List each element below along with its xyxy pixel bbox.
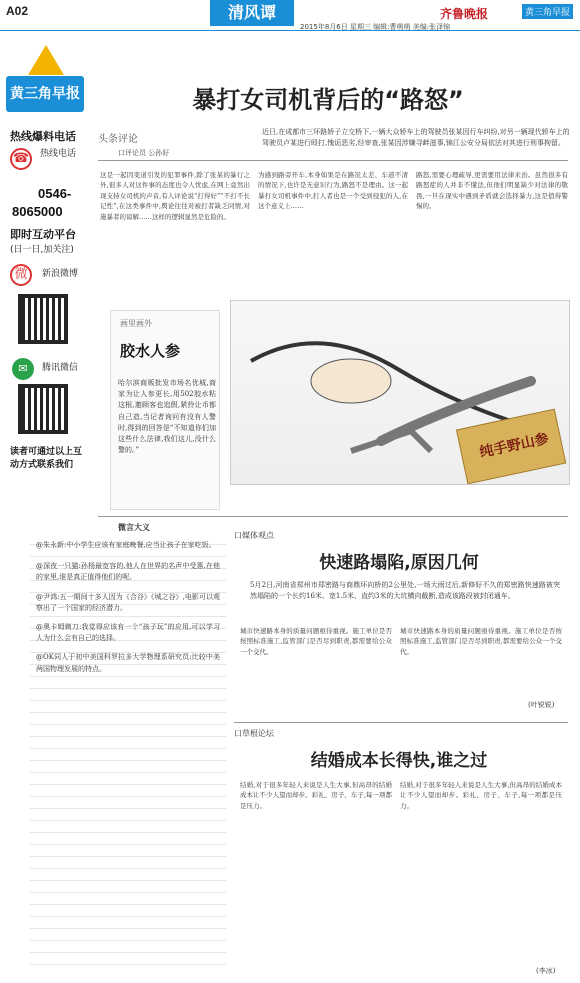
article2-label: 口媒体观点	[234, 531, 274, 540]
phone-icon: ☎	[10, 148, 32, 170]
weibo-icon[interactable]: 微	[10, 264, 32, 286]
cartoon-image	[230, 300, 570, 485]
article-column-1: 这是一起因变道引发的犯罪事件,除了张某的暴行之外,很多人对这件事的态度也令人忧虑,在网上竟然出现支持女司机的声音,有人评论说“打得好”“不打不长记性”,在这类事件中,舆论往往对被打者缺乏同情,对施暴者的谅解……这样的逻辑显然是危险的。	[100, 171, 250, 221]
article3-title: 结婚成本长得快,谁之过	[310, 751, 488, 771]
hotline-label: 热线电话	[40, 149, 77, 159]
page-number: A02	[6, 4, 29, 18]
byline: 口评论员 公孙好	[118, 149, 170, 157]
hotline-title: 热线爆料电话	[10, 130, 76, 143]
article-divider	[234, 722, 568, 723]
weibo-qr-code	[18, 294, 68, 344]
issue-meta: 2015年8月6日 星期三 编辑:曹萌萌 美编:张泽锦	[300, 23, 451, 31]
box-caption: 画里画外	[120, 319, 152, 328]
header-divider	[0, 30, 580, 31]
weiyan-item: @深夜一只猫:孙杨最宽容的,他人在世界的名声中受惠,在他的家里,谁是真正值得他们的呢。	[36, 562, 220, 582]
interact-title: 即时互动平台	[10, 228, 76, 241]
sidebar-footer: 读者可通过以上互动方式联系我们	[10, 447, 83, 470]
article2-lead: 5月2日,河南省郑州市郑密路与商鼎环向桥的2公里处,一场大雨过后,新修好不久的郑密路快速路被突然塌陷的一个长约16米、宽1.5米、直约3米的大坑横向截断,造成该路段被封闭通车。	[250, 581, 560, 601]
weiyan-item: @朱永新:中小学生应该有家庭晚餐,应当让孩子在家吃饭。	[36, 541, 216, 549]
cartoon-label: 纯手野山参	[478, 430, 551, 462]
weiyan-item: @奥卡姆剃刀:我觉得应该有一个“孩子玩”的应用,可以学习人为什么会有自己的选择。	[36, 622, 220, 643]
wechat-label[interactable]: 腾讯微信	[42, 363, 79, 373]
ginseng-cartoon-icon	[231, 301, 570, 485]
box-title: 胶水人参	[120, 342, 181, 360]
weiyan-item: @OK同人于初中美国科罗拉多大学物理系研究员:比较中美两国物理发展的特点。	[36, 653, 220, 673]
interact-time: (日一日,加关注)	[10, 245, 74, 255]
weiyan-heading: 微言大义	[118, 523, 150, 532]
article-column-3: 路怒,需要心理疏导,更需要用法律来治。虽然很多有路怒症的人并非不懂法,但他们明显缺少对法律的敬畏,一旦在现实中遇到矛盾就会选择暴力,这是值得警惕的。	[416, 171, 568, 211]
main-headline: 暴打女司机背后的“路怒”	[192, 86, 464, 114]
article3-col1: 结婚,对于很多年轻人来说是人生大事,但高昂的结婚成本让不少人望而却步。彩礼、房子、车子,每一项都是压力。	[240, 781, 392, 810]
logo-triangle-icon	[28, 45, 64, 75]
mid-divider	[98, 516, 568, 517]
box-text: 哈尔滨商贩批发市场名优城,商家为让人参更长,用502胶水粘这根,邀顾客也追假,紧拎让币都自己造,当记者询问有没有人警时,得到的回答是“不知道你们加这些什么法律,我们这儿,没什么警的。”	[118, 379, 216, 455]
newspaper-brand: 齐鲁晚报	[440, 7, 489, 21]
article2-signature: (叶锐锐)	[528, 701, 555, 709]
article3-label: 口草根论坛	[234, 729, 274, 738]
lead-paragraph: 近日,在成都市三环路娇子立交桥下,一辆大众轿车上的驾驶员张某因行车纠纷,对另一辆现代轿车上的驾驶员卢某进行殴打,愧诟恶劣,经审查,张某因涉嫌寻衅滋事,锦江公安分局依法对其进行刑事拘留。	[262, 128, 570, 147]
phone-area: 0546-	[38, 186, 72, 201]
article2-title: 快速路塌陷,原因几何	[319, 553, 479, 573]
section-label: 头条评论	[98, 134, 138, 145]
section-divider	[98, 160, 568, 161]
weibo-label[interactable]: 新浪微博	[42, 269, 79, 279]
newspaper-subbrand: 黄三角早报	[522, 4, 573, 19]
wechat-qr-code	[18, 384, 68, 434]
phone-number: 8065000	[12, 204, 63, 219]
article2-col1: 城市快速路本身的质量问题亟待重视。施工单位是否按照标准施工,监管部门是否尽到职责,都需要给公众一个交代。	[240, 627, 392, 656]
sidebar-logo: 黄三角早报	[6, 76, 84, 112]
column-title: 清风谭	[210, 0, 294, 26]
article2-col2: 城市快速路本身的质量问题亟待重视。施工单位是否按照标准施工,监管部门是否尽到职责,都需要给公众一个交代。	[400, 627, 562, 656]
weiyan-list	[30, 536, 226, 976]
article3-signature: (李冰)	[536, 967, 556, 975]
article3-col2: 结婚,对于很多年轻人来说是人生大事,但高昂的结婚成本让不少人望而却步。彩礼、房子、车子,每一项都是压力。	[400, 781, 562, 810]
wechat-icon[interactable]: ✉	[12, 358, 34, 380]
article-column-2: 为感到路旁开车,本身如果是在路况太差、车道不清的情况下,也许是无意识行为,路怒不是理由。这一起暴打女司机事件中,打人者也是一个受到侵犯的人,在这个意义上……	[258, 171, 408, 211]
weiyan-item: @尹鸿:五一期间十多人因为《合谷》《城之谷》,电影可以观察出了一个国家的经济潜力。	[36, 592, 220, 612]
